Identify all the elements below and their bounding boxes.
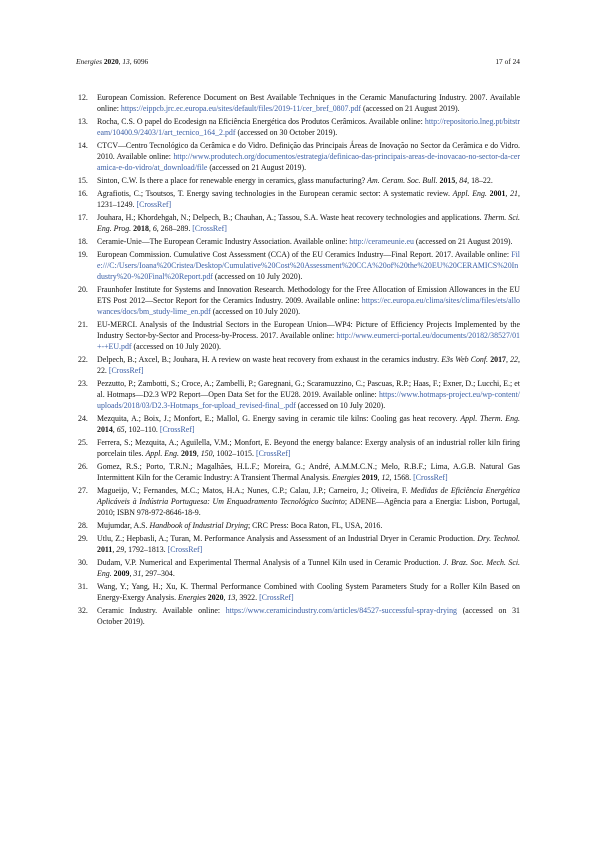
reference-number: 16. bbox=[78, 189, 88, 198]
reference-text: Ceramie-Unie—The European Ceramic Industry Association. Available online: bbox=[97, 237, 350, 246]
crossref-link[interactable]: [CrossRef] bbox=[192, 224, 227, 233]
running-header bbox=[76, 57, 520, 66]
reference-volume: , 29 bbox=[112, 545, 125, 554]
reference-number: 31. bbox=[78, 582, 88, 591]
reference-text: Gomez, R.S.; Porto, T.R.N.; Magalhães, H.L.F.; Moreira, G.; André, A.M.M.C.N.; Melo, R.B.F.; Lima, A.G.B. Natural Gas Intermittent Kiln for the Ceramic Industry: A Transient Thermal Analysis. bbox=[97, 462, 520, 482]
reference-journal: Appl. Eng. bbox=[145, 449, 179, 458]
reference-text: Sinton, C.W. Is there a place for renewable energy in ceramics, glass manufacturing? bbox=[97, 176, 368, 185]
reference-link[interactable]: http://www.eumerci-portal.eu/documents/20182/38527/01+-+EU.pdf bbox=[97, 331, 520, 351]
reference-text: European Commission. Cumulative Cost Assessment (CCA) of the EU Ceramics Industry—Final Report. 2017. Available online: bbox=[97, 250, 512, 259]
reference-text: Rocha, C.S. O papel do Ecodesign na Eficiência Energética dos Produtos Cerâmicos. Available online: bbox=[97, 117, 425, 126]
reference-journal: Energies bbox=[178, 593, 206, 602]
reference-text: Ferrera, S.; Mezquita, A.; Aguilella, V.M.; Monfort, E. Beyond the energy balance: Exergy analysis of an industrial roller kiln firing porcelain tiles. bbox=[97, 438, 520, 458]
crossref-link[interactable]: [CrossRef] bbox=[159, 425, 195, 434]
reference-number: 32. bbox=[78, 606, 88, 615]
reference-item bbox=[76, 557, 520, 579]
reference-item bbox=[76, 140, 520, 173]
reference-number: 24. bbox=[78, 414, 88, 423]
reference-journal: E3s Web Conf. bbox=[441, 355, 489, 364]
reference-journal: Dry. Technol. bbox=[477, 534, 520, 543]
reference-pages: , 297–304. bbox=[141, 569, 175, 578]
reference-item bbox=[76, 520, 520, 531]
reference-item bbox=[76, 354, 520, 376]
reference-number: 21. bbox=[78, 320, 88, 329]
reference-volume: , 65 bbox=[112, 425, 125, 434]
reference-text: EU-MERCI. Analysis of the Industrial Sectors in the European Union—WP4: Picture of Efficiency Projects Implemented by the Industry Sector-by-Sector and Process-by-Process. 2017. Available online: bbox=[97, 320, 520, 340]
reference-journal: Therm. Sci. Eng. Prog. bbox=[97, 213, 520, 233]
reference-number: 15. bbox=[78, 176, 88, 185]
reference-pages: , 22. bbox=[97, 355, 520, 375]
reference-number: 30. bbox=[78, 558, 88, 567]
reference-volume: , 12 bbox=[377, 473, 390, 482]
journal-citation: Energies 2020, 13, 6096 bbox=[76, 57, 149, 66]
reference-text: CTCV—Centro Tecnológico da Cerâmica e do Vidro. Definição das Principais Áreas de Inovação no Sector da Cerâmica e do Vidro. 2010. Available online: bbox=[97, 141, 520, 161]
reference-item bbox=[76, 175, 520, 186]
reference-item bbox=[76, 605, 520, 627]
journal-name: Energies bbox=[76, 57, 102, 66]
reference-text: Jouhara, H.; Khordehgah, N.; Delpech, B.; Chauhan, A.; Tassou, S.A. Waste heat recovery technologies and applications. bbox=[97, 213, 484, 222]
reference-text: Wang, Y.; Yang, H.; Xu, K. Thermal Performance Combined with Cooling System Parameters Study for a Roller Kiln Based on Energy-Exergy Analysis. bbox=[97, 582, 520, 602]
reference-tail: ; CRC Press: Boca Raton, FL, USA, 2016. bbox=[247, 521, 383, 530]
reference-text: Ceramic Industry. Available online: bbox=[97, 606, 226, 615]
page-number: 17 of 24 bbox=[495, 57, 520, 66]
reference-year: 2014 bbox=[97, 425, 113, 434]
reference-number: 29. bbox=[78, 534, 88, 543]
reference-journal: Appl. Eng. bbox=[452, 189, 487, 198]
crossref-link[interactable]: [CrossRef] bbox=[136, 200, 172, 209]
reference-link[interactable]: File:///C:/Users/Ioana%20Cristea/Desktop/Cumulative%20Cost%20Assessment%20CCA%20of%20the%20EU%20CERAMICS%20Industry%20-%20Final%20Report.pdf bbox=[97, 250, 520, 281]
reference-item bbox=[76, 319, 520, 352]
reference-year: 2015 bbox=[439, 176, 456, 185]
reference-text: Mezquita, A.; Boix, J.; Monfort, E.; Mallol, G. Energy saving in ceramic tile kilns: Cooling gas heat recovery. bbox=[97, 414, 461, 423]
reference-number: 22. bbox=[78, 355, 88, 364]
article-number: 6096 bbox=[133, 57, 149, 66]
reference-item bbox=[76, 249, 520, 282]
reference-item bbox=[76, 188, 520, 210]
reference-pages: , 1231–1249. bbox=[97, 189, 520, 209]
reference-list bbox=[76, 92, 520, 629]
reference-year: 2011 bbox=[97, 545, 113, 554]
reference-link[interactable]: https://www.hotmaps-project.eu/wp-content/uploads/2018/03/D2.3-Hotmaps_for-upload_revised-final_.pdf bbox=[97, 390, 520, 410]
crossref-link[interactable]: [CrossRef] bbox=[108, 366, 144, 375]
reference-text: Magueijo, V.; Fernandes, M.C.; Matos, H.A.; Nunes, C.P.; Calau, J.P.; Carneiro, J.; Oliveira, F. bbox=[97, 486, 411, 495]
reference-link[interactable]: https://ec.europa.eu/clima/sites/clima/files/ets/allowances/docs/bm_study-lime_en.pdf bbox=[97, 296, 520, 316]
reference-item bbox=[76, 212, 520, 234]
reference-item bbox=[76, 437, 520, 459]
reference-year: 2009 bbox=[113, 569, 130, 578]
crossref-link[interactable]: [CrossRef] bbox=[259, 593, 294, 602]
reference-item bbox=[76, 284, 520, 317]
reference-tail: (accessed on 30 October 2019). bbox=[235, 128, 338, 137]
reference-item bbox=[76, 461, 520, 483]
reference-text: Dudam, V.P. Numerical and Experimental Thermal Analysis of a Tunnel Kiln used in Ceramic Production. bbox=[97, 558, 444, 567]
reference-link[interactable]: http://cerameunie.eu bbox=[349, 237, 414, 246]
reference-journal: Am. Ceram. Soc. Bull. bbox=[367, 176, 438, 185]
reference-number: 17. bbox=[78, 213, 88, 222]
reference-text: Delpech, B.; Axcel, B.; Jouhara, H. A review on waste heat recovery from exhaust in the ceramics industry. bbox=[97, 355, 442, 364]
reference-link[interactable]: http://www.produtech.org/documentos/estrategia/definicao-das-principais-areas-de-inovacao-no-sector-da-ceramica-e-do-vidro/at_download/file bbox=[97, 152, 520, 172]
reference-number: 18. bbox=[78, 237, 88, 246]
reference-tail: (accessed on 10 July 2020). bbox=[295, 401, 386, 410]
reference-tail: (accessed on 21 August 2019). bbox=[413, 237, 513, 246]
reference-link[interactable]: http://repositorio.lneg.pt/bitstream/10400.9/2403/1/art_tecnico_164_2.pdf bbox=[97, 117, 520, 137]
reference-item bbox=[76, 413, 520, 435]
reference-tail: (accessed on 10 July 2020). bbox=[131, 342, 221, 351]
reference-volume: , 21 bbox=[505, 189, 518, 198]
reference-year: 2019 bbox=[361, 473, 378, 482]
reference-text: Utlu, Z.; Hepbasli, A.; Turan, M. Performance Analysis and Assessment of an Industrial Dryer in Ceramic Production. bbox=[97, 534, 478, 543]
reference-number: 12. bbox=[78, 93, 88, 102]
reference-number: 19. bbox=[78, 250, 88, 259]
reference-item bbox=[76, 378, 520, 411]
reference-text: Fraunhofer Institute for Systems and Innovation Research. Methodology for the Free Allocation of Emission Allowances in the EU ETS Post 2012—Sector Report for the Ceramics Industry. 2009. Available online: bbox=[97, 285, 520, 305]
reference-item bbox=[76, 581, 520, 603]
reference-volume: , 150 bbox=[196, 449, 213, 458]
reference-volume: , 6 bbox=[148, 224, 157, 233]
reference-tail: (accessed on 21 August 2019). bbox=[360, 104, 460, 113]
reference-pages: , 1568. bbox=[389, 473, 414, 482]
reference-volume: , 31 bbox=[129, 569, 142, 578]
reference-text: Mujumdar, A.S. bbox=[97, 521, 150, 530]
reference-journal: Energies bbox=[332, 473, 360, 482]
reference-number: 23. bbox=[78, 379, 88, 388]
reference-volume: , 22 bbox=[505, 355, 519, 364]
reference-item bbox=[76, 533, 520, 555]
reference-item bbox=[76, 116, 520, 138]
reference-text: European Comission. Reference Document on Best Available Techniques in the Ceramic Manufacturing Industry. 2007. Available online: bbox=[97, 93, 520, 113]
reference-number: 28. bbox=[78, 521, 88, 530]
reference-item bbox=[76, 485, 520, 518]
reference-book-title: Handbook of Industrial Drying bbox=[149, 521, 248, 530]
reference-number: 20. bbox=[78, 285, 88, 294]
journal-volume: 13 bbox=[122, 57, 130, 66]
journal-year: 2020 bbox=[103, 57, 119, 66]
reference-link[interactable]: https://www.ceramicindustry.com/articles/84527-successful-spray-drying bbox=[225, 606, 457, 615]
reference-pages: , 18–22. bbox=[467, 176, 493, 185]
crossref-link[interactable]: [CrossRef] bbox=[413, 473, 448, 482]
reference-journal: Appl. Therm. Eng. bbox=[460, 414, 520, 423]
reference-pages: , 1002–1015. bbox=[212, 449, 256, 458]
reference-number: 25. bbox=[78, 438, 88, 447]
reference-pages: , 3922. bbox=[235, 593, 260, 602]
reference-year: 2017 bbox=[490, 355, 506, 364]
reference-item bbox=[76, 92, 520, 114]
reference-pages: , 268–289. bbox=[156, 224, 193, 233]
reference-book-title: Medidas de Eficiência Energética Aplicáveis à Indústria Portuguesa: Um Enquadramento Tecnológico Sucinto bbox=[97, 486, 520, 506]
reference-item bbox=[76, 236, 520, 247]
reference-journal: J. Braz. Soc. Mech. Sci. Eng. bbox=[97, 558, 521, 578]
reference-volume: , 13 bbox=[223, 593, 236, 602]
reference-text: Agrafiotis, C.; Tsoutsos, T. Energy saving technologies in the European ceramic sector: A systematic review. bbox=[97, 189, 453, 198]
reference-text: Pezzutto, P.; Zambotti, S.; Croce, A.; Zambelli, P.; Garegnani, G.; Scaramuzzino, C.; Pascuas, R.P.; Haas, F.; Exner, D.; Lucchi, E.; et al. Hotmaps—D2.3 WP2 Report—Open Data Set for the EU28. 2019. Available online: bbox=[97, 379, 520, 399]
reference-number: 26. bbox=[78, 462, 88, 471]
reference-year: 2019 bbox=[180, 449, 197, 458]
reference-number: 27. bbox=[78, 486, 88, 495]
reference-number: 13. bbox=[78, 117, 88, 126]
reference-link[interactable]: https://eippcb.jrc.ec.europa.eu/sites/default/files/2019-11/cer_bref_0807.pdf bbox=[120, 104, 361, 113]
crossref-link[interactable]: [CrossRef] bbox=[255, 449, 291, 458]
reference-volume: , 84 bbox=[455, 176, 468, 185]
reference-year: 2001 bbox=[489, 189, 506, 198]
reference-pages: , 1792–1813. bbox=[124, 545, 168, 554]
reference-pages: , 102–110. bbox=[124, 425, 160, 434]
crossref-link[interactable]: [CrossRef] bbox=[167, 545, 203, 554]
reference-year: 2020 bbox=[207, 593, 224, 602]
reference-number: 14. bbox=[78, 141, 88, 150]
reference-tail: (accessed on 21 August 2019). bbox=[207, 163, 307, 172]
reference-year: 2018 bbox=[133, 224, 149, 233]
reference-tail: (accessed on 31 October 2019). bbox=[97, 606, 520, 626]
reference-tail: (accessed on 10 July 2020). bbox=[212, 272, 303, 281]
reference-tail: ; ADENE—Agência para a Energia: Lisbon, Portugal, 2010; ISBN 978-972-8646-18-9. bbox=[97, 497, 520, 517]
reference-tail: (accessed on 10 July 2020). bbox=[210, 307, 301, 316]
